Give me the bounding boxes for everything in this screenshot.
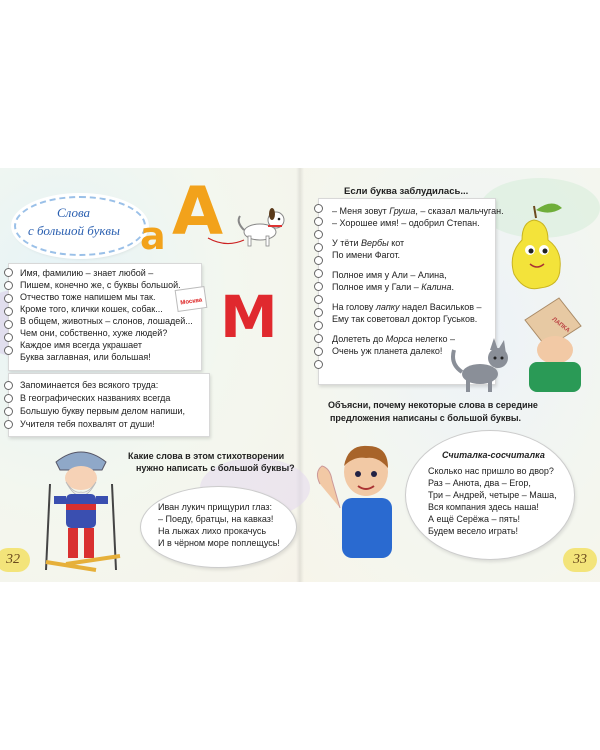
counting-line: Будем весело играть!	[428, 526, 519, 536]
story-line	[332, 250, 400, 261]
page-title-line1: Слова	[57, 205, 91, 220]
story-line-emphasis: лапку	[375, 302, 400, 312]
spiral-ring	[4, 307, 13, 316]
story-line-text: .	[451, 282, 455, 292]
poem1-line: Пишем, конечно же, с буквы большой.	[20, 280, 181, 290]
story-line	[332, 218, 480, 229]
spiral-ring	[314, 282, 323, 291]
counting-line: Три – Андрей, четыре – Маша,	[428, 490, 557, 500]
speech-line: – Поеду, братцы, на кавказ!	[158, 514, 274, 524]
question-line: Какие слова в этом стихотворении	[128, 451, 285, 461]
spiral-ring	[4, 320, 13, 329]
story-line-text: кот	[388, 238, 405, 248]
spiral-ring	[314, 308, 323, 317]
page-number-left: 32	[0, 548, 30, 572]
page-title-line2: с большой буквы	[28, 223, 120, 238]
spiral-ring	[314, 347, 323, 356]
spiral-ring	[314, 321, 323, 330]
story-line	[332, 270, 447, 281]
paw-hat-label-text: ЛАПКА	[550, 316, 571, 335]
task-line: Объясни, почему некоторые слова в середине	[328, 400, 538, 410]
speech-line: Иван лукич прищурил глаз:	[158, 502, 272, 512]
story-line-text: – Меня зовут	[332, 206, 390, 216]
poem1-line: Чем они, собственно, хуже людей?	[20, 328, 168, 338]
story-line-text: надел Васильков –	[399, 302, 482, 312]
poem2-line: Запоминается без всякого труда:	[20, 380, 159, 390]
story-line-text: Ему так советовал доктор Гуськов.	[332, 314, 478, 324]
story-line-text: – Хорошее имя! – одобрил Степан.	[332, 218, 480, 228]
pear-illustration	[500, 198, 570, 293]
question-line: нужно написать с большой буквы?	[136, 463, 295, 473]
spiral-ring	[314, 360, 323, 369]
counting-line: Сколько нас пришло во двор?	[428, 466, 554, 476]
letter-a-small-character	[140, 214, 166, 258]
spiral-ring	[4, 381, 13, 390]
spiral-ring	[4, 394, 13, 403]
counting-line: Вся компания здесь наша!	[428, 502, 539, 512]
story-line	[332, 334, 455, 345]
story-line	[332, 238, 404, 249]
story-line-text: , – сказал мальчуган.	[415, 206, 504, 216]
letter-m-big: М	[220, 283, 278, 351]
letter-a-small: а	[140, 214, 166, 258]
story-line-text: Полное имя у Гали –	[332, 282, 422, 292]
spiral-ring	[314, 269, 323, 278]
leash-line	[206, 218, 246, 248]
spiral-ring	[4, 294, 13, 303]
story-line	[332, 314, 477, 325]
book-spread	[0, 168, 600, 582]
poem1-line: Имя, фамилию – знает любой –	[20, 268, 154, 278]
spiral-ring	[314, 243, 323, 252]
right-heading: Если буква заблудилась...	[344, 186, 469, 197]
speech-line: И в чёрном море поплещусь!	[158, 538, 280, 548]
spiral-ring	[4, 281, 13, 290]
task-line: предложения написаны с большой буквы.	[330, 413, 522, 423]
speech-line: На лыжах лихо прокачусь	[158, 526, 267, 536]
spiral-ring	[314, 230, 323, 239]
story-line	[332, 302, 482, 313]
moscow-sign-text: Москва	[180, 297, 203, 307]
story-line-text: Очень уж планета далеко!	[332, 346, 443, 356]
poem2-line: В географических названиях всегда	[20, 393, 171, 403]
cat-illustration	[448, 336, 512, 396]
poem1-line: Каждое имя всегда украшает	[20, 340, 142, 350]
story-line-emphasis: Груша	[389, 206, 416, 216]
poem2-line: Учителя тебя похвалят от души!	[20, 419, 155, 429]
grandpa-skier-illustration	[36, 444, 126, 574]
counting-title: Считалка-сосчиталка	[442, 450, 545, 460]
book-gutter	[296, 168, 304, 582]
spiral-ring	[4, 420, 13, 429]
counting-line: А ещё Серёжа – пять!	[428, 514, 521, 524]
story-line	[332, 282, 454, 293]
poem1-line: В общем, животных – слонов, лошадей...	[20, 316, 193, 326]
spiral-ring	[4, 407, 13, 416]
waving-boy-illustration	[312, 432, 412, 572]
story-line-text: Полное имя у Али – Алина,	[332, 270, 447, 280]
poem1-line: Отчество тоже напишем мы так.	[20, 292, 156, 302]
story-line-text: По имени Фагот.	[332, 250, 401, 260]
spiral-ring	[4, 333, 13, 342]
story-line-text: На голову	[332, 302, 376, 312]
story-line	[332, 206, 504, 217]
boy-with-hat-illustration	[515, 292, 595, 392]
page-number-right: 33	[563, 548, 597, 572]
story-line-emphasis: Морса	[385, 334, 413, 344]
story-line-emphasis: Калина	[421, 282, 452, 292]
letter-m-character	[220, 283, 280, 351]
letter-a-big: А	[172, 173, 224, 250]
story-line	[332, 346, 442, 357]
spiral-ring	[314, 204, 323, 213]
spiral-ring	[314, 334, 323, 343]
spiral-ring	[4, 268, 13, 277]
moscow-sign	[175, 286, 208, 312]
poem2-line: Большую букву первым делом напиши,	[20, 406, 186, 416]
story-line-text: Долететь до	[332, 334, 386, 344]
story-line-text: У тёти	[332, 238, 361, 248]
poem1-line: Кроме того, клички кошек, собак...	[20, 304, 163, 314]
spiral-ring	[314, 295, 323, 304]
counting-line: Раз – Анюта, два – Егор,	[428, 478, 531, 488]
spiral-ring	[314, 217, 323, 226]
story-line-text: нелегко –	[412, 334, 456, 344]
spiral-ring	[314, 256, 323, 265]
story-line-emphasis: Вербы	[361, 238, 389, 248]
spiral-ring	[4, 346, 13, 355]
poem1-line: Буква заглавная, или большая!	[20, 352, 151, 362]
